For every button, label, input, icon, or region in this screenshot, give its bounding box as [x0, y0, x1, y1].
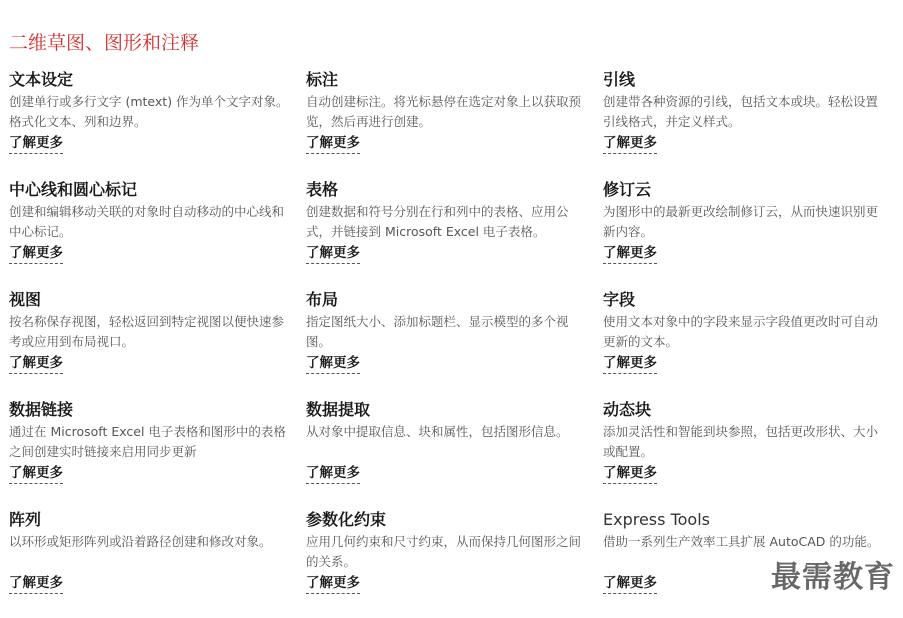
feature-card-table [306, 178, 603, 288]
feature-title: 标注 [306, 70, 339, 89]
feature-description: 按名称保存视图，轻松返回到特定视图以便快速参考或应用到布局视口。 [9, 314, 285, 349]
feature-description: 创建单行或多行文字 (mtext) 作为单个文字对象。格式化文本、列和边界。 [9, 94, 289, 129]
feature-title: 参数化约束 [306, 510, 387, 529]
feature-description: 创建带各种资源的引线，包括文本或块。轻松设置引线格式，并定义样式。 [603, 94, 879, 129]
feature-description: 借助一系列生产效率工具扩展 AutoCAD 的功能。 [603, 534, 880, 549]
learn-more-link[interactable]: 了解更多 [306, 244, 360, 264]
feature-card-layout [306, 288, 603, 398]
watermark-logo: 最需教育 [771, 560, 895, 595]
learn-more-link[interactable]: 了解更多 [9, 134, 63, 154]
feature-description: 通过在 Microsoft Excel 电子表格和图形中的表格之间创建实时链接来启用同步更新 [9, 424, 286, 459]
learn-more-link[interactable]: 了解更多 [306, 464, 360, 484]
learn-more-link[interactable]: 了解更多 [603, 464, 657, 484]
learn-more-link[interactable]: 了解更多 [603, 574, 657, 594]
feature-title: 布局 [306, 290, 339, 309]
feature-card-view [9, 288, 306, 398]
feature-title: 修订云 [603, 180, 652, 199]
feature-title: 阵列 [9, 510, 42, 529]
feature-card-datalink [9, 398, 306, 508]
learn-more-link[interactable]: 了解更多 [306, 354, 360, 374]
feature-description: 指定图纸大小、添加标题栏、显示模型的多个视图。 [306, 314, 569, 349]
learn-more-link[interactable]: 了解更多 [306, 574, 360, 594]
feature-title: 数据提取 [306, 400, 371, 419]
feature-description: 为图形中的最新更改绘制修订云，从而快速识别更新内容。 [603, 204, 879, 239]
feature-card-revcloud [603, 178, 899, 288]
feature-title: 中心线和圆心标记 [9, 180, 138, 199]
learn-more-link[interactable]: 了解更多 [9, 244, 63, 264]
feature-title: 字段 [603, 290, 636, 309]
learn-more-link[interactable]: 了解更多 [9, 574, 63, 594]
feature-card-text [9, 68, 306, 178]
feature-card-dynamicblock [603, 398, 899, 508]
feature-description: 添加灵活性和智能到块参照，包括更改形状、大小或配置。 [603, 424, 879, 459]
feature-title: 文本设定 [9, 70, 74, 89]
feature-card-constraints [306, 508, 603, 618]
learn-more-link[interactable]: 了解更多 [9, 464, 63, 484]
feature-title: 表格 [306, 180, 339, 199]
feature-card-centerline [9, 178, 306, 288]
feature-description: 以环形或矩形阵列或沿着路径创建和修改对象。 [9, 534, 272, 549]
feature-description: 使用文本对象中的字段来显示字段值更改时可自动更新的文本。 [603, 314, 879, 349]
feature-title: 数据链接 [9, 400, 74, 419]
section-title: 二维草图、图形和注释 [9, 32, 200, 54]
learn-more-link[interactable]: 了解更多 [603, 244, 657, 264]
feature-description: 自动创建标注。将光标悬停在选定对象上以获取预览，然后再进行创建。 [306, 94, 582, 129]
learn-more-link[interactable]: 了解更多 [603, 134, 657, 154]
learn-more-link[interactable]: 了解更多 [603, 354, 657, 374]
feature-card-leader [603, 68, 899, 178]
feature-card-array [9, 508, 306, 618]
feature-title: 动态块 [603, 400, 652, 419]
feature-description: 应用几何约束和尺寸约束，从而保持几何图形之间的关系。 [306, 534, 582, 569]
learn-more-link[interactable]: 了解更多 [9, 354, 63, 374]
feature-title: 视图 [9, 290, 42, 309]
learn-more-link[interactable]: 了解更多 [306, 134, 360, 154]
feature-card-dimension [306, 68, 603, 178]
feature-description: 创建和编辑移动关联的对象时自动移动的中心线和中心标记。 [9, 204, 285, 239]
feature-card-field [603, 288, 899, 398]
feature-title: Express Tools [603, 510, 710, 529]
feature-title: 引线 [603, 70, 636, 89]
feature-card-dataextract [306, 398, 603, 508]
feature-description: 创建数据和符号分别在行和列中的表格、应用公式，并链接到 Microsoft Excel 电子表格。 [306, 204, 569, 239]
feature-description: 从对象中提取信息、块和属性，包括图形信息。 [306, 424, 569, 439]
feature-grid [9, 68, 899, 618]
